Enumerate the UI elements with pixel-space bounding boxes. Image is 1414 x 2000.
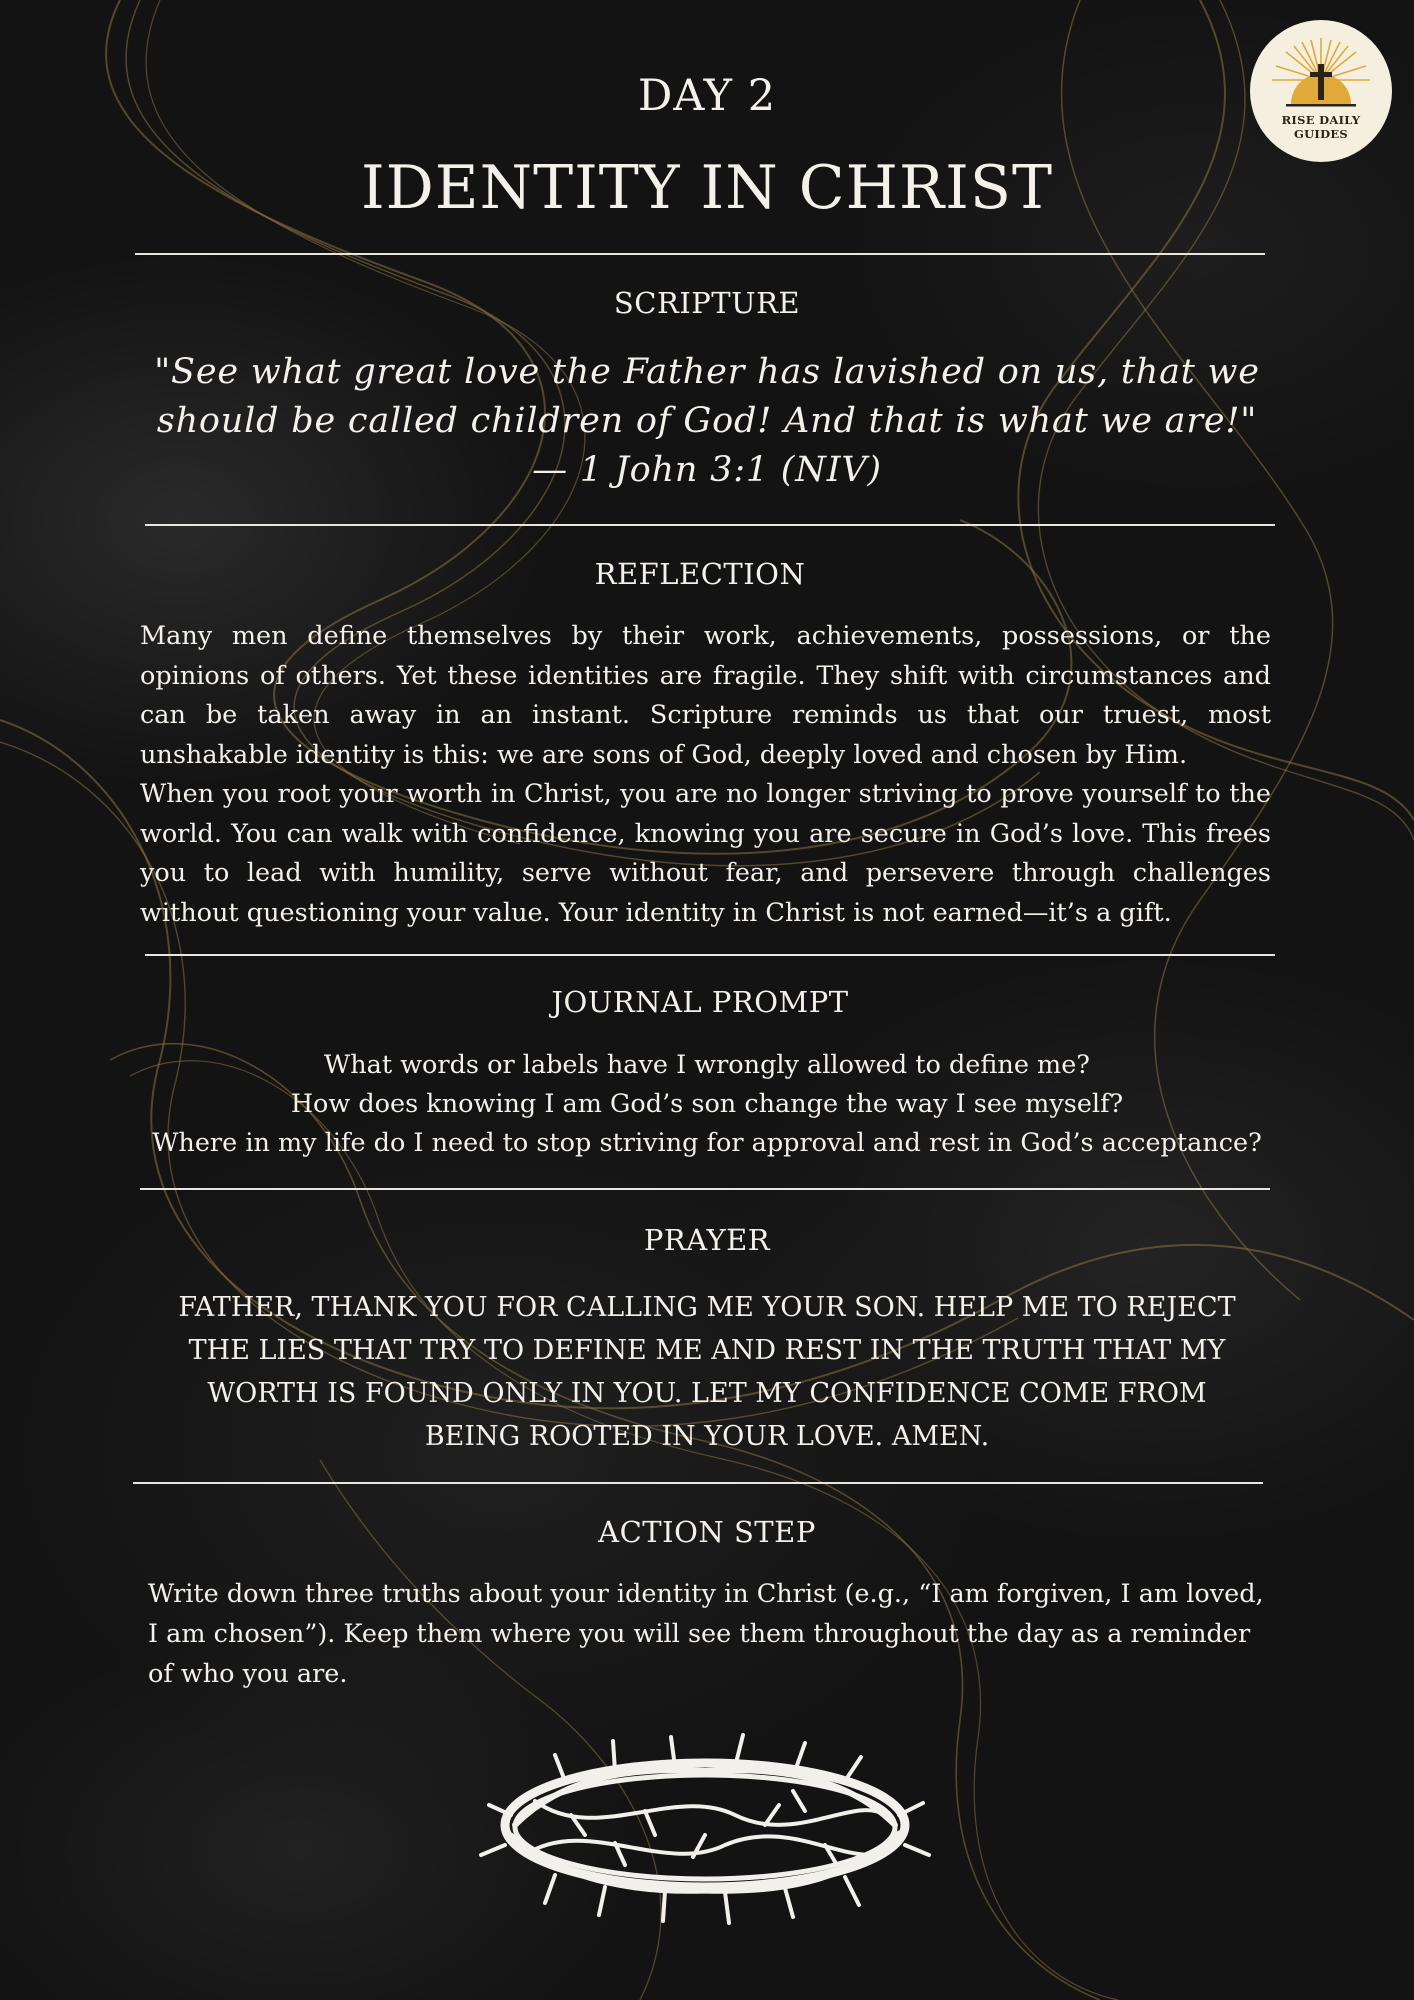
journal-prompt-3: Where in my life do I need to stop striving for approval and rest in God’s acceptance? bbox=[152, 1128, 1262, 1158]
scripture-line-2: should be called children of God! And that is what we are!" bbox=[156, 401, 1258, 441]
journal-prompt-2: How does knowing I am God’s son change the way I see myself? bbox=[290, 1089, 1124, 1119]
divider bbox=[135, 253, 1265, 255]
divider bbox=[140, 1188, 1270, 1190]
page-title: IDENTITY IN CHRIST bbox=[360, 153, 1054, 223]
prayer-line-2: THE LIES THAT TRY TO DEFINE ME AND REST IN THE TRUTH THAT MY bbox=[188, 1335, 1226, 1366]
prayer-line-1: FATHER, THANK YOU FOR CALLING ME YOUR SON. HELP ME TO REJECT bbox=[178, 1292, 1236, 1323]
scripture-quote bbox=[130, 348, 1284, 495]
journal-prompt-1: What words or labels have I wrongly allowed to define me? bbox=[324, 1050, 1090, 1080]
action-step-body: Write down three truths about your identity in Christ (e.g., “I am forgiven, I am loved, I am chosen”). Keep them where you will see them throughout the day as a reminder of who you are. bbox=[148, 1579, 1264, 1689]
reflection-paragraph-2: When you root your worth in Christ, you are no longer striving to prove yourself to the world. You can walk with confidence, knowing you are secure in God’s love. This frees you to lead with humility, serve without fear, and persevere through challenges without questioning your value. Your identity in Christ is not earned—it’s a gift. bbox=[140, 779, 1271, 928]
crown-of-thorns-icon bbox=[475, 1715, 935, 1935]
divider bbox=[145, 954, 1275, 956]
prayer-body bbox=[150, 1286, 1264, 1458]
scripture-line-1: "See what great love the Father has lavished on us, that we bbox=[154, 352, 1260, 392]
reflection-body bbox=[140, 617, 1271, 933]
prayer-line-3: WORTH IS FOUND ONLY IN YOU. LET MY CONFIDENCE COME FROM bbox=[207, 1378, 1207, 1409]
action-step-heading: ACTION STEP bbox=[598, 1515, 816, 1549]
divider bbox=[133, 1482, 1263, 1484]
divider bbox=[145, 524, 1275, 526]
scripture-reference: — 1 John 3:1 (NIV) bbox=[532, 450, 882, 490]
day-label: DAY 2 bbox=[637, 71, 777, 121]
reflection-heading: REFLECTION bbox=[594, 557, 806, 591]
scripture-heading: SCRIPTURE bbox=[613, 286, 801, 320]
prayer-line-4: BEING ROOTED IN YOUR LOVE. AMEN. bbox=[424, 1421, 990, 1452]
prayer-heading: PRAYER bbox=[643, 1223, 771, 1257]
brand-name: RISE DAILY GUIDES bbox=[1281, 113, 1361, 141]
journal-prompt-heading: JOURNAL PROMPT bbox=[551, 985, 849, 1019]
journal-prompt-list bbox=[100, 1046, 1314, 1163]
reflection-paragraph-1: Many men define themselves by their work, achievements, possessions, or the opinions of others. Yet these identities are fragile. They shift with circumstances and can be taken away in an instant. Scripture reminds us that our truest, most unshakable identity is this: we are sons of God, deeply loved and chosen by Him. bbox=[140, 621, 1271, 770]
